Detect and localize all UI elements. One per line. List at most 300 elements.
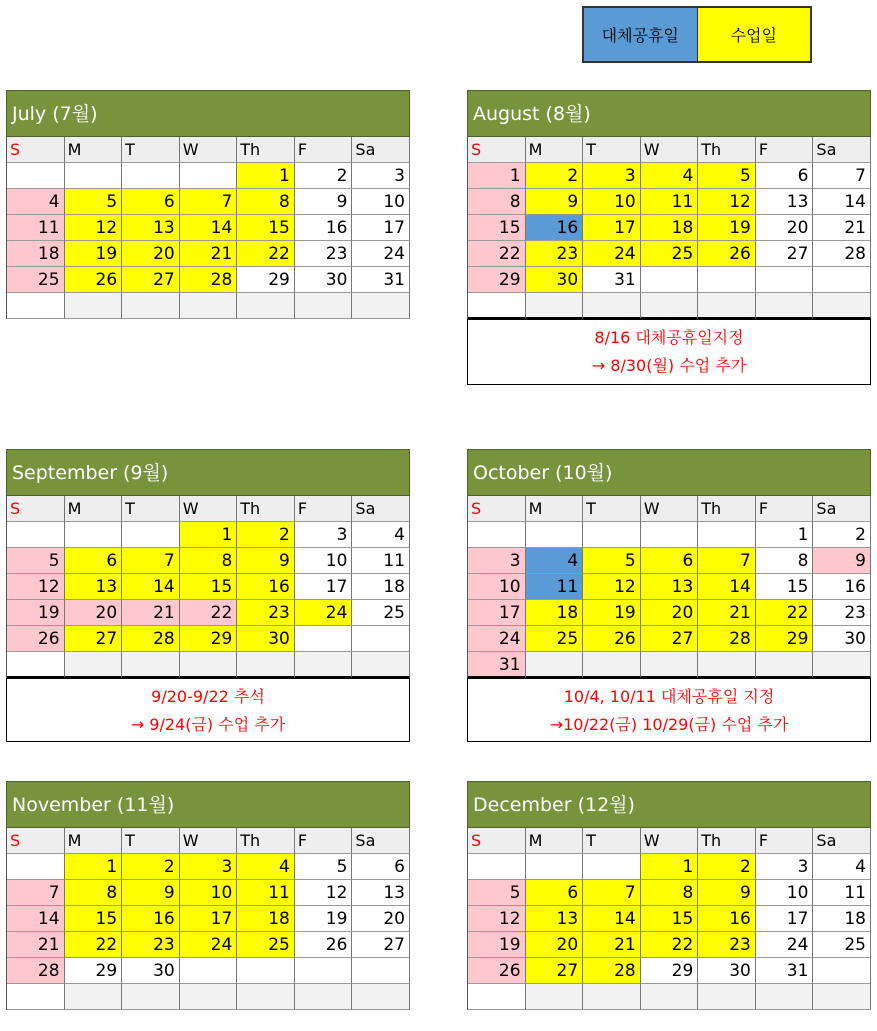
weekday-header: S (468, 137, 526, 163)
day-cell: 6 (122, 189, 180, 215)
empty-cell (698, 293, 756, 319)
empty-cell (526, 984, 584, 1010)
weekday-header: S (7, 137, 65, 163)
day-cell: 21 (122, 600, 180, 626)
day-cell: 5 (7, 548, 65, 574)
weekday-header: T (583, 137, 641, 163)
day-cell: 23 (526, 241, 584, 267)
day-cell: 14 (583, 906, 641, 932)
day-cell: 18 (641, 215, 699, 241)
day-cell: 12 (468, 906, 526, 932)
day-cell: 30 (237, 626, 295, 652)
day-cell: 9 (698, 880, 756, 906)
day-cell: 31 (583, 267, 641, 293)
empty-cell (756, 293, 814, 319)
day-cell: 6 (65, 548, 123, 574)
day-cell: 28 (122, 626, 180, 652)
empty-cell (295, 958, 353, 984)
day-cell: 9 (237, 548, 295, 574)
day-cell: 31 (352, 267, 410, 293)
day-cell: 6 (352, 854, 410, 880)
day-cell: 5 (698, 163, 756, 189)
day-cell: 18 (7, 241, 65, 267)
day-cell: 28 (698, 626, 756, 652)
day-cell: 26 (468, 958, 526, 984)
empty-cell (756, 267, 814, 293)
day-cell: 8 (180, 548, 238, 574)
day-cell: 8 (468, 189, 526, 215)
day-cell: 27 (756, 241, 814, 267)
weekday-header: W (641, 137, 699, 163)
empty-cell (122, 293, 180, 319)
day-cell: 16 (237, 574, 295, 600)
empty-cell (122, 652, 180, 678)
empty-cell (583, 293, 641, 319)
day-cell: 9 (295, 189, 353, 215)
empty-cell (468, 293, 526, 319)
weekday-header: Th (698, 828, 756, 854)
day-cell: 26 (583, 626, 641, 652)
empty-cell (7, 984, 65, 1010)
day-cell: 23 (295, 241, 353, 267)
empty-cell (583, 522, 641, 548)
empty-cell (698, 984, 756, 1010)
empty-cell (583, 984, 641, 1010)
weekday-header: Th (237, 137, 295, 163)
weekday-header: M (65, 828, 123, 854)
note-line: →10/22(금) 10/29(금) 수업 추가 (549, 715, 789, 734)
empty-cell (698, 522, 756, 548)
day-cell: 2 (698, 854, 756, 880)
empty-cell (468, 854, 526, 880)
day-cell: 3 (352, 163, 410, 189)
empty-cell (295, 293, 353, 319)
day-cell: 23 (698, 932, 756, 958)
day-cell: 4 (352, 522, 410, 548)
day-cell: 7 (583, 880, 641, 906)
day-cell: 24 (180, 932, 238, 958)
day-cell: 8 (65, 880, 123, 906)
day-cell: 23 (813, 600, 871, 626)
empty-cell (65, 293, 123, 319)
day-cell: 13 (641, 574, 699, 600)
day-cell: 12 (295, 880, 353, 906)
weekday-header: T (122, 137, 180, 163)
day-cell: 13 (756, 189, 814, 215)
empty-cell (7, 293, 65, 319)
day-cell: 24 (583, 241, 641, 267)
empty-cell (180, 652, 238, 678)
day-cell: 4 (641, 163, 699, 189)
month-title: November (11월) (6, 781, 410, 828)
day-cell: 1 (237, 163, 295, 189)
day-cell: 3 (468, 548, 526, 574)
day-cell: 20 (756, 215, 814, 241)
weekday-header: F (756, 828, 814, 854)
day-cell: 17 (180, 906, 238, 932)
empty-cell (180, 163, 238, 189)
empty-cell (698, 652, 756, 678)
day-cell: 14 (122, 574, 180, 600)
weekday-header: T (122, 496, 180, 522)
empty-cell (180, 293, 238, 319)
empty-cell (813, 984, 871, 1010)
empty-cell (526, 652, 584, 678)
empty-cell (7, 522, 65, 548)
day-cell: 22 (756, 600, 814, 626)
day-cell: 5 (65, 189, 123, 215)
day-cell: 10 (756, 880, 814, 906)
weekday-header: M (526, 828, 584, 854)
day-cell: 3 (295, 522, 353, 548)
weekday-header: Sa (352, 137, 410, 163)
note-line: 8/16 대체공휴일지정 (594, 328, 744, 347)
day-cell: 17 (583, 215, 641, 241)
day-cell: 14 (7, 906, 65, 932)
empty-cell (813, 293, 871, 319)
empty-cell (65, 652, 123, 678)
day-cell: 27 (122, 267, 180, 293)
calendar-november (6, 781, 410, 1010)
day-cell: 2 (237, 522, 295, 548)
day-cell: 20 (641, 600, 699, 626)
day-cell: 1 (65, 854, 123, 880)
day-cell: 5 (583, 548, 641, 574)
day-cell: 11 (526, 574, 584, 600)
day-cell: 2 (122, 854, 180, 880)
day-cell: 20 (526, 932, 584, 958)
day-cell: 25 (352, 600, 410, 626)
day-cell: 12 (65, 215, 123, 241)
day-cell: 4 (7, 189, 65, 215)
weekday-header: W (641, 496, 699, 522)
day-cell: 15 (180, 574, 238, 600)
weekday-header: W (180, 496, 238, 522)
weekday-header: Th (237, 496, 295, 522)
day-cell: 14 (180, 215, 238, 241)
day-cell: 15 (468, 215, 526, 241)
day-cell: 17 (352, 215, 410, 241)
day-cell: 25 (237, 932, 295, 958)
day-cell: 27 (352, 932, 410, 958)
day-cell: 22 (468, 241, 526, 267)
day-cell: 10 (295, 548, 353, 574)
weekday-header: Sa (813, 828, 871, 854)
calendar-grid (467, 828, 871, 1010)
day-cell: 7 (698, 548, 756, 574)
day-cell: 8 (756, 548, 814, 574)
weekday-header: W (180, 828, 238, 854)
day-cell: 3 (756, 854, 814, 880)
empty-cell (237, 958, 295, 984)
empty-cell (180, 958, 238, 984)
day-cell: 15 (641, 906, 699, 932)
weekday-header: T (583, 496, 641, 522)
day-cell: 22 (641, 932, 699, 958)
calendar-grid (467, 137, 871, 319)
day-cell: 6 (526, 880, 584, 906)
empty-cell (813, 652, 871, 678)
empty-cell (65, 984, 123, 1010)
note-line: 9/20-9/22 추석 (151, 687, 265, 706)
day-cell: 31 (756, 958, 814, 984)
day-cell: 26 (698, 241, 756, 267)
weekday-header: Sa (352, 496, 410, 522)
month-title: August (8월) (467, 90, 871, 137)
day-cell: 26 (295, 932, 353, 958)
calendar-july (6, 90, 410, 319)
month-note (467, 319, 871, 385)
day-cell: 14 (813, 189, 871, 215)
calendar-august (467, 90, 871, 385)
day-cell: 30 (698, 958, 756, 984)
day-cell: 19 (65, 241, 123, 267)
empty-cell (641, 652, 699, 678)
day-cell: 12 (7, 574, 65, 600)
weekday-header: M (526, 137, 584, 163)
day-cell: 15 (756, 574, 814, 600)
empty-cell (526, 522, 584, 548)
day-cell: 4 (237, 854, 295, 880)
weekday-header: Sa (813, 496, 871, 522)
legend-class-day: 수업일 (698, 8, 811, 61)
day-cell: 2 (526, 163, 584, 189)
day-cell: 11 (7, 215, 65, 241)
day-cell: 27 (641, 626, 699, 652)
note-line: 10/4, 10/11 대체공휴일 지정 (563, 687, 775, 706)
day-cell: 16 (813, 574, 871, 600)
weekday-header: S (468, 828, 526, 854)
day-cell: 18 (526, 600, 584, 626)
day-cell: 9 (526, 189, 584, 215)
day-cell: 18 (352, 574, 410, 600)
empty-cell (526, 293, 584, 319)
day-cell: 8 (641, 880, 699, 906)
calendar-october (467, 449, 871, 742)
day-cell: 21 (813, 215, 871, 241)
legend (582, 6, 812, 63)
day-cell: 28 (813, 241, 871, 267)
calendar-grid (6, 496, 410, 678)
day-cell: 16 (122, 906, 180, 932)
weekday-header: S (7, 828, 65, 854)
day-cell: 23 (237, 600, 295, 626)
day-cell: 17 (756, 906, 814, 932)
day-cell: 12 (583, 574, 641, 600)
empty-cell (352, 958, 410, 984)
empty-cell (65, 163, 123, 189)
empty-cell (65, 522, 123, 548)
calendar-grid (467, 496, 871, 678)
day-cell: 21 (180, 241, 238, 267)
day-cell: 27 (65, 626, 123, 652)
calendar-grid (6, 828, 410, 1010)
day-cell: 19 (583, 600, 641, 626)
day-cell: 11 (237, 880, 295, 906)
day-cell: 5 (468, 880, 526, 906)
weekday-header: F (756, 137, 814, 163)
day-cell: 7 (180, 189, 238, 215)
day-cell: 4 (813, 854, 871, 880)
day-cell: 7 (813, 163, 871, 189)
day-cell: 7 (7, 880, 65, 906)
empty-cell (237, 293, 295, 319)
day-cell: 15 (237, 215, 295, 241)
day-cell: 29 (65, 958, 123, 984)
day-cell: 2 (813, 522, 871, 548)
day-cell: 21 (583, 932, 641, 958)
day-cell: 19 (295, 906, 353, 932)
empty-cell (468, 984, 526, 1010)
day-cell: 10 (583, 189, 641, 215)
weekday-header: F (295, 496, 353, 522)
day-cell: 5 (295, 854, 353, 880)
day-cell: 18 (237, 906, 295, 932)
day-cell: 23 (122, 932, 180, 958)
day-cell: 28 (583, 958, 641, 984)
day-cell: 26 (65, 267, 123, 293)
day-cell: 18 (813, 906, 871, 932)
day-cell: 24 (468, 626, 526, 652)
day-cell: 8 (237, 189, 295, 215)
empty-cell (641, 522, 699, 548)
weekday-header: F (756, 496, 814, 522)
empty-cell (122, 522, 180, 548)
empty-cell (813, 267, 871, 293)
day-cell: 12 (698, 189, 756, 215)
empty-cell (237, 984, 295, 1010)
weekday-header: T (122, 828, 180, 854)
day-cell: 13 (352, 880, 410, 906)
note-line: → 8/30(월) 수업 추가 (591, 356, 747, 375)
day-cell: 24 (295, 600, 353, 626)
day-cell: 9 (122, 880, 180, 906)
day-cell: 29 (237, 267, 295, 293)
calendar-december (467, 781, 871, 1010)
empty-cell (295, 984, 353, 1010)
month-note (467, 678, 871, 742)
weekday-header: T (583, 828, 641, 854)
day-cell: 21 (698, 600, 756, 626)
day-cell: 24 (756, 932, 814, 958)
day-cell: 20 (352, 906, 410, 932)
month-note (6, 678, 410, 742)
weekday-header: S (7, 496, 65, 522)
day-cell: 19 (698, 215, 756, 241)
note-line: → 9/24(금) 수업 추가 (130, 715, 286, 734)
day-cell: 13 (65, 574, 123, 600)
day-cell: 25 (526, 626, 584, 652)
day-cell: 25 (7, 267, 65, 293)
day-cell: 10 (180, 880, 238, 906)
day-cell: 30 (295, 267, 353, 293)
day-cell: 19 (7, 600, 65, 626)
day-cell: 16 (698, 906, 756, 932)
weekday-header: W (641, 828, 699, 854)
empty-cell (813, 958, 871, 984)
empty-cell (180, 984, 238, 1010)
calendar-grid (6, 137, 410, 319)
weekday-header: Sa (352, 828, 410, 854)
day-cell: 11 (813, 880, 871, 906)
day-cell: 10 (468, 574, 526, 600)
weekday-header: S (468, 496, 526, 522)
weekday-header: M (65, 137, 123, 163)
day-cell: 7 (122, 548, 180, 574)
empty-cell (526, 854, 584, 880)
day-cell: 17 (295, 574, 353, 600)
day-cell: 10 (352, 189, 410, 215)
weekday-header: M (65, 496, 123, 522)
day-cell: 11 (641, 189, 699, 215)
empty-cell (7, 163, 65, 189)
calendar-september (6, 449, 410, 742)
day-cell: 19 (468, 932, 526, 958)
empty-cell (295, 652, 353, 678)
day-cell: 1 (756, 522, 814, 548)
empty-cell (122, 984, 180, 1010)
day-cell: 28 (180, 267, 238, 293)
day-cell: 22 (237, 241, 295, 267)
day-cell: 31 (468, 652, 526, 678)
day-cell: 29 (756, 626, 814, 652)
day-cell: 22 (180, 600, 238, 626)
month-title: July (7월) (6, 90, 410, 137)
day-cell: 11 (352, 548, 410, 574)
empty-cell (7, 854, 65, 880)
empty-cell (122, 163, 180, 189)
empty-cell (756, 652, 814, 678)
weekday-header: F (295, 828, 353, 854)
weekday-header: M (526, 496, 584, 522)
day-cell: 13 (526, 906, 584, 932)
day-cell: 30 (122, 958, 180, 984)
day-cell: 16 (295, 215, 353, 241)
day-cell: 4 (526, 548, 584, 574)
day-cell: 29 (180, 626, 238, 652)
day-cell: 21 (7, 932, 65, 958)
day-cell: 24 (352, 241, 410, 267)
day-cell: 16 (526, 215, 584, 241)
day-cell: 25 (641, 241, 699, 267)
month-title: December (12월) (467, 781, 871, 828)
day-cell: 2 (295, 163, 353, 189)
empty-cell (641, 267, 699, 293)
day-cell: 1 (180, 522, 238, 548)
day-cell: 17 (468, 600, 526, 626)
weekday-header: Th (237, 828, 295, 854)
day-cell: 9 (813, 548, 871, 574)
empty-cell (583, 652, 641, 678)
weekday-header: W (180, 137, 238, 163)
empty-cell (756, 984, 814, 1010)
empty-cell (698, 267, 756, 293)
day-cell: 29 (468, 267, 526, 293)
day-cell: 26 (7, 626, 65, 652)
empty-cell (641, 293, 699, 319)
legend-substitute-holiday: 대체공휴일 (584, 8, 698, 61)
day-cell: 6 (641, 548, 699, 574)
day-cell: 3 (180, 854, 238, 880)
month-title: September (9월) (6, 449, 410, 496)
day-cell: 30 (813, 626, 871, 652)
weekday-header: F (295, 137, 353, 163)
day-cell: 20 (122, 241, 180, 267)
empty-cell (7, 652, 65, 678)
empty-cell (468, 522, 526, 548)
weekday-header: Th (698, 137, 756, 163)
month-title: October (10월) (467, 449, 871, 496)
